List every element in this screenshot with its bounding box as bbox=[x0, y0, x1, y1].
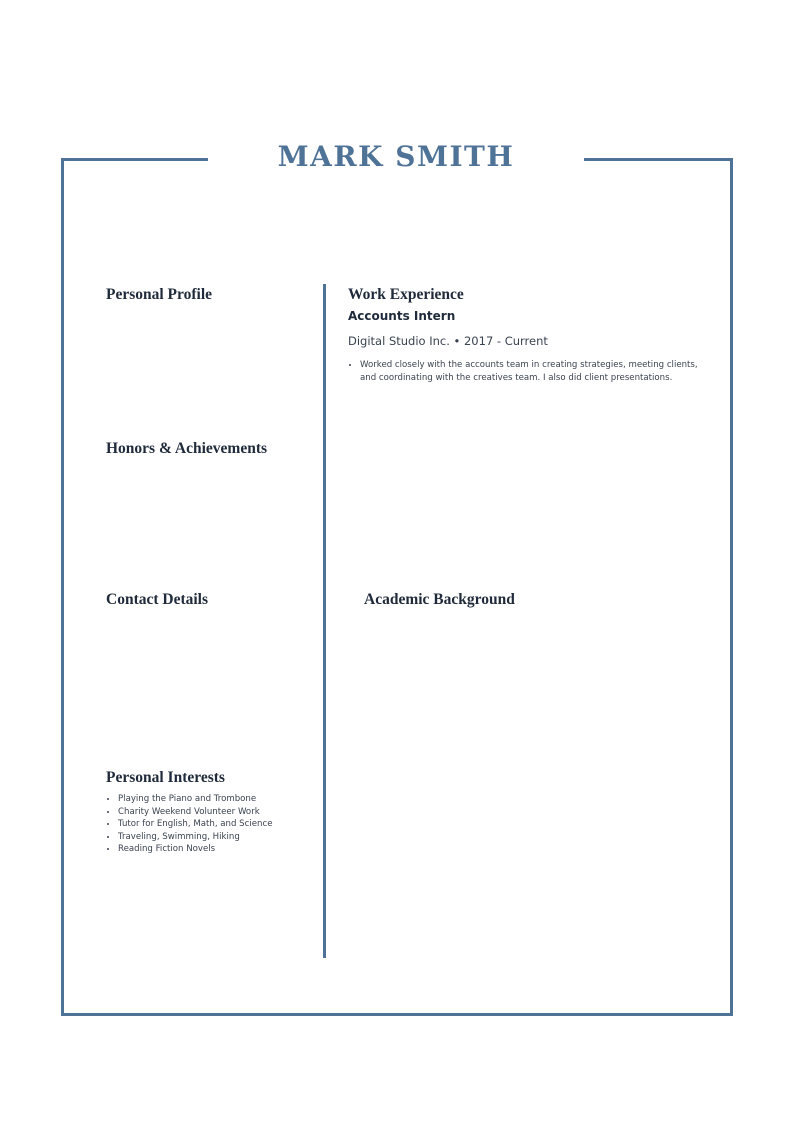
contact-heading: Contact Details bbox=[106, 591, 209, 608]
list-item: • Playing the Piano and Trombone bbox=[118, 793, 318, 806]
page-title: MARK SMITH bbox=[277, 140, 515, 173]
interests-heading: Personal Interests bbox=[106, 769, 225, 786]
list-item: • Traveling, Swimming, Hiking bbox=[118, 831, 318, 844]
column-divider bbox=[323, 284, 326, 958]
job-description-list bbox=[348, 359, 700, 384]
list-item: • Worked closely with the accounts team in creating strategies, meeting clients, and coordinating with the creatives team. I also did client presentations. bbox=[360, 359, 700, 384]
job-meta: Digital Studio Inc. • 2017 - Current bbox=[348, 334, 548, 348]
work-experience-heading: Work Experience bbox=[348, 286, 464, 303]
personal-profile-heading: Personal Profile bbox=[106, 286, 213, 303]
frame-left bbox=[61, 158, 64, 1016]
interests-list bbox=[106, 793, 318, 856]
list-item: • Charity Weekend Volunteer Work bbox=[118, 806, 318, 819]
frame-top-left bbox=[61, 158, 208, 161]
honors-heading: Honors & Achievements bbox=[106, 440, 268, 457]
list-item: • Reading Fiction Novels bbox=[118, 843, 318, 856]
academic-background-heading: Academic Background bbox=[364, 591, 515, 608]
frame-right bbox=[730, 158, 733, 1016]
frame-bottom bbox=[61, 1013, 733, 1016]
frame-top-right bbox=[584, 158, 733, 161]
list-item: • Tutor for English, Math, and Science bbox=[118, 818, 318, 831]
job-title: Accounts Intern bbox=[348, 309, 456, 323]
